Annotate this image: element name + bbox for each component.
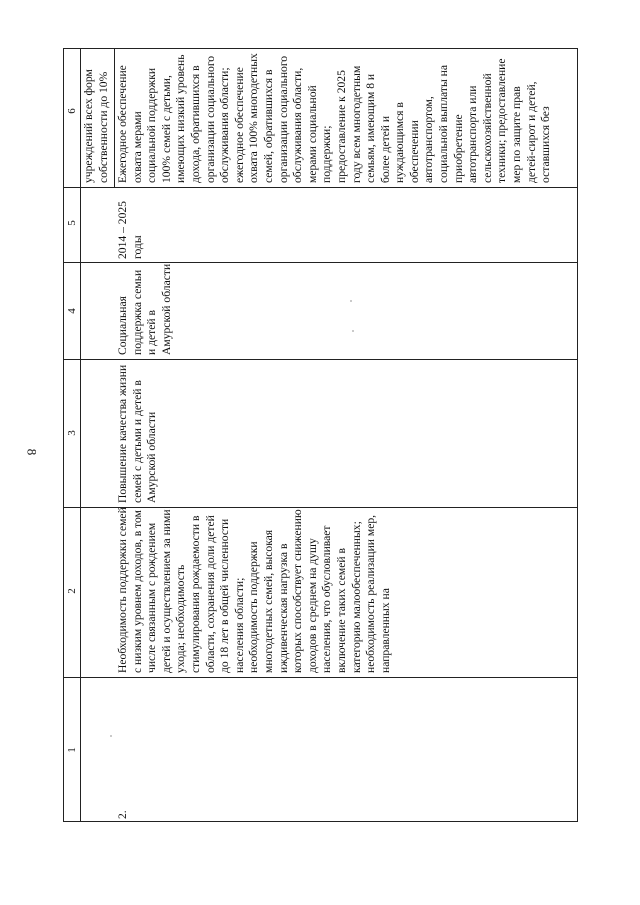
cell-col6: Ежегодное обеспечение охвата мерами социальной поддержки 100% семей с детьми, имеющих низкий уровень дохода, обратившихся в организации социального обслуживания области; ежегодное обеспечение охвата 100% многодетных семей, обратившихся в организации социального обслуживания области, мерами социальной поддержки; предоставление к 2025 году всем многодетным семьям, имеющим 8 и более детей и нуждающимся в обеспечении автотранспортом, социальной выплаты на приобретение автотранспорта или сельскохозяйственной техники; предоставление мер по защите прав детей-сирот и детей, оставшихся без <box>116 53 553 183</box>
row-divider <box>114 49 115 187</box>
header-col-5: 5 <box>66 220 78 226</box>
scan-speck <box>350 300 352 302</box>
scan-speck <box>352 330 354 332</box>
rotated-table <box>63 48 578 822</box>
cell-col6-continuation: учреждений всех форм собственности до 10% <box>82 69 110 183</box>
header-col-3: 3 <box>66 430 78 436</box>
page-number: 8 <box>24 448 40 456</box>
header-row-divider <box>80 49 81 821</box>
cell-col3: Повышение качества жизни семей с детьми и детей в Амурской области <box>116 364 159 503</box>
header-col-6: 6 <box>66 108 78 114</box>
col-divider <box>64 677 577 678</box>
cell-col5: 2014 – 2025 годы <box>116 201 144 259</box>
scan-speck <box>110 735 112 737</box>
header-col-4: 4 <box>66 308 78 314</box>
cell-col1: 2. <box>116 810 129 819</box>
header-col-1: 1 <box>66 747 78 753</box>
header-col-2: 2 <box>66 588 78 594</box>
cell-col4: Социальная поддержка семьи и детей в Амурской области <box>116 263 173 355</box>
cell-col2: Необходимость поддержки семей с низким уровнем доходов, в том числе связанным с рождением детей и осуществлением за ними ухода; необходимость стимулирования рождаемости в области, сохранения доли детей до 18 лет в общей численности населения области; необходимость поддержки многодетных семей, высокая иждивенческая нагрузка в которых способствует снижению доходов в среднем на душу населения, что обусловливает включение таких семей в категорию малообеспеченных; необходимость реализации мер, направленных на <box>116 507 392 673</box>
